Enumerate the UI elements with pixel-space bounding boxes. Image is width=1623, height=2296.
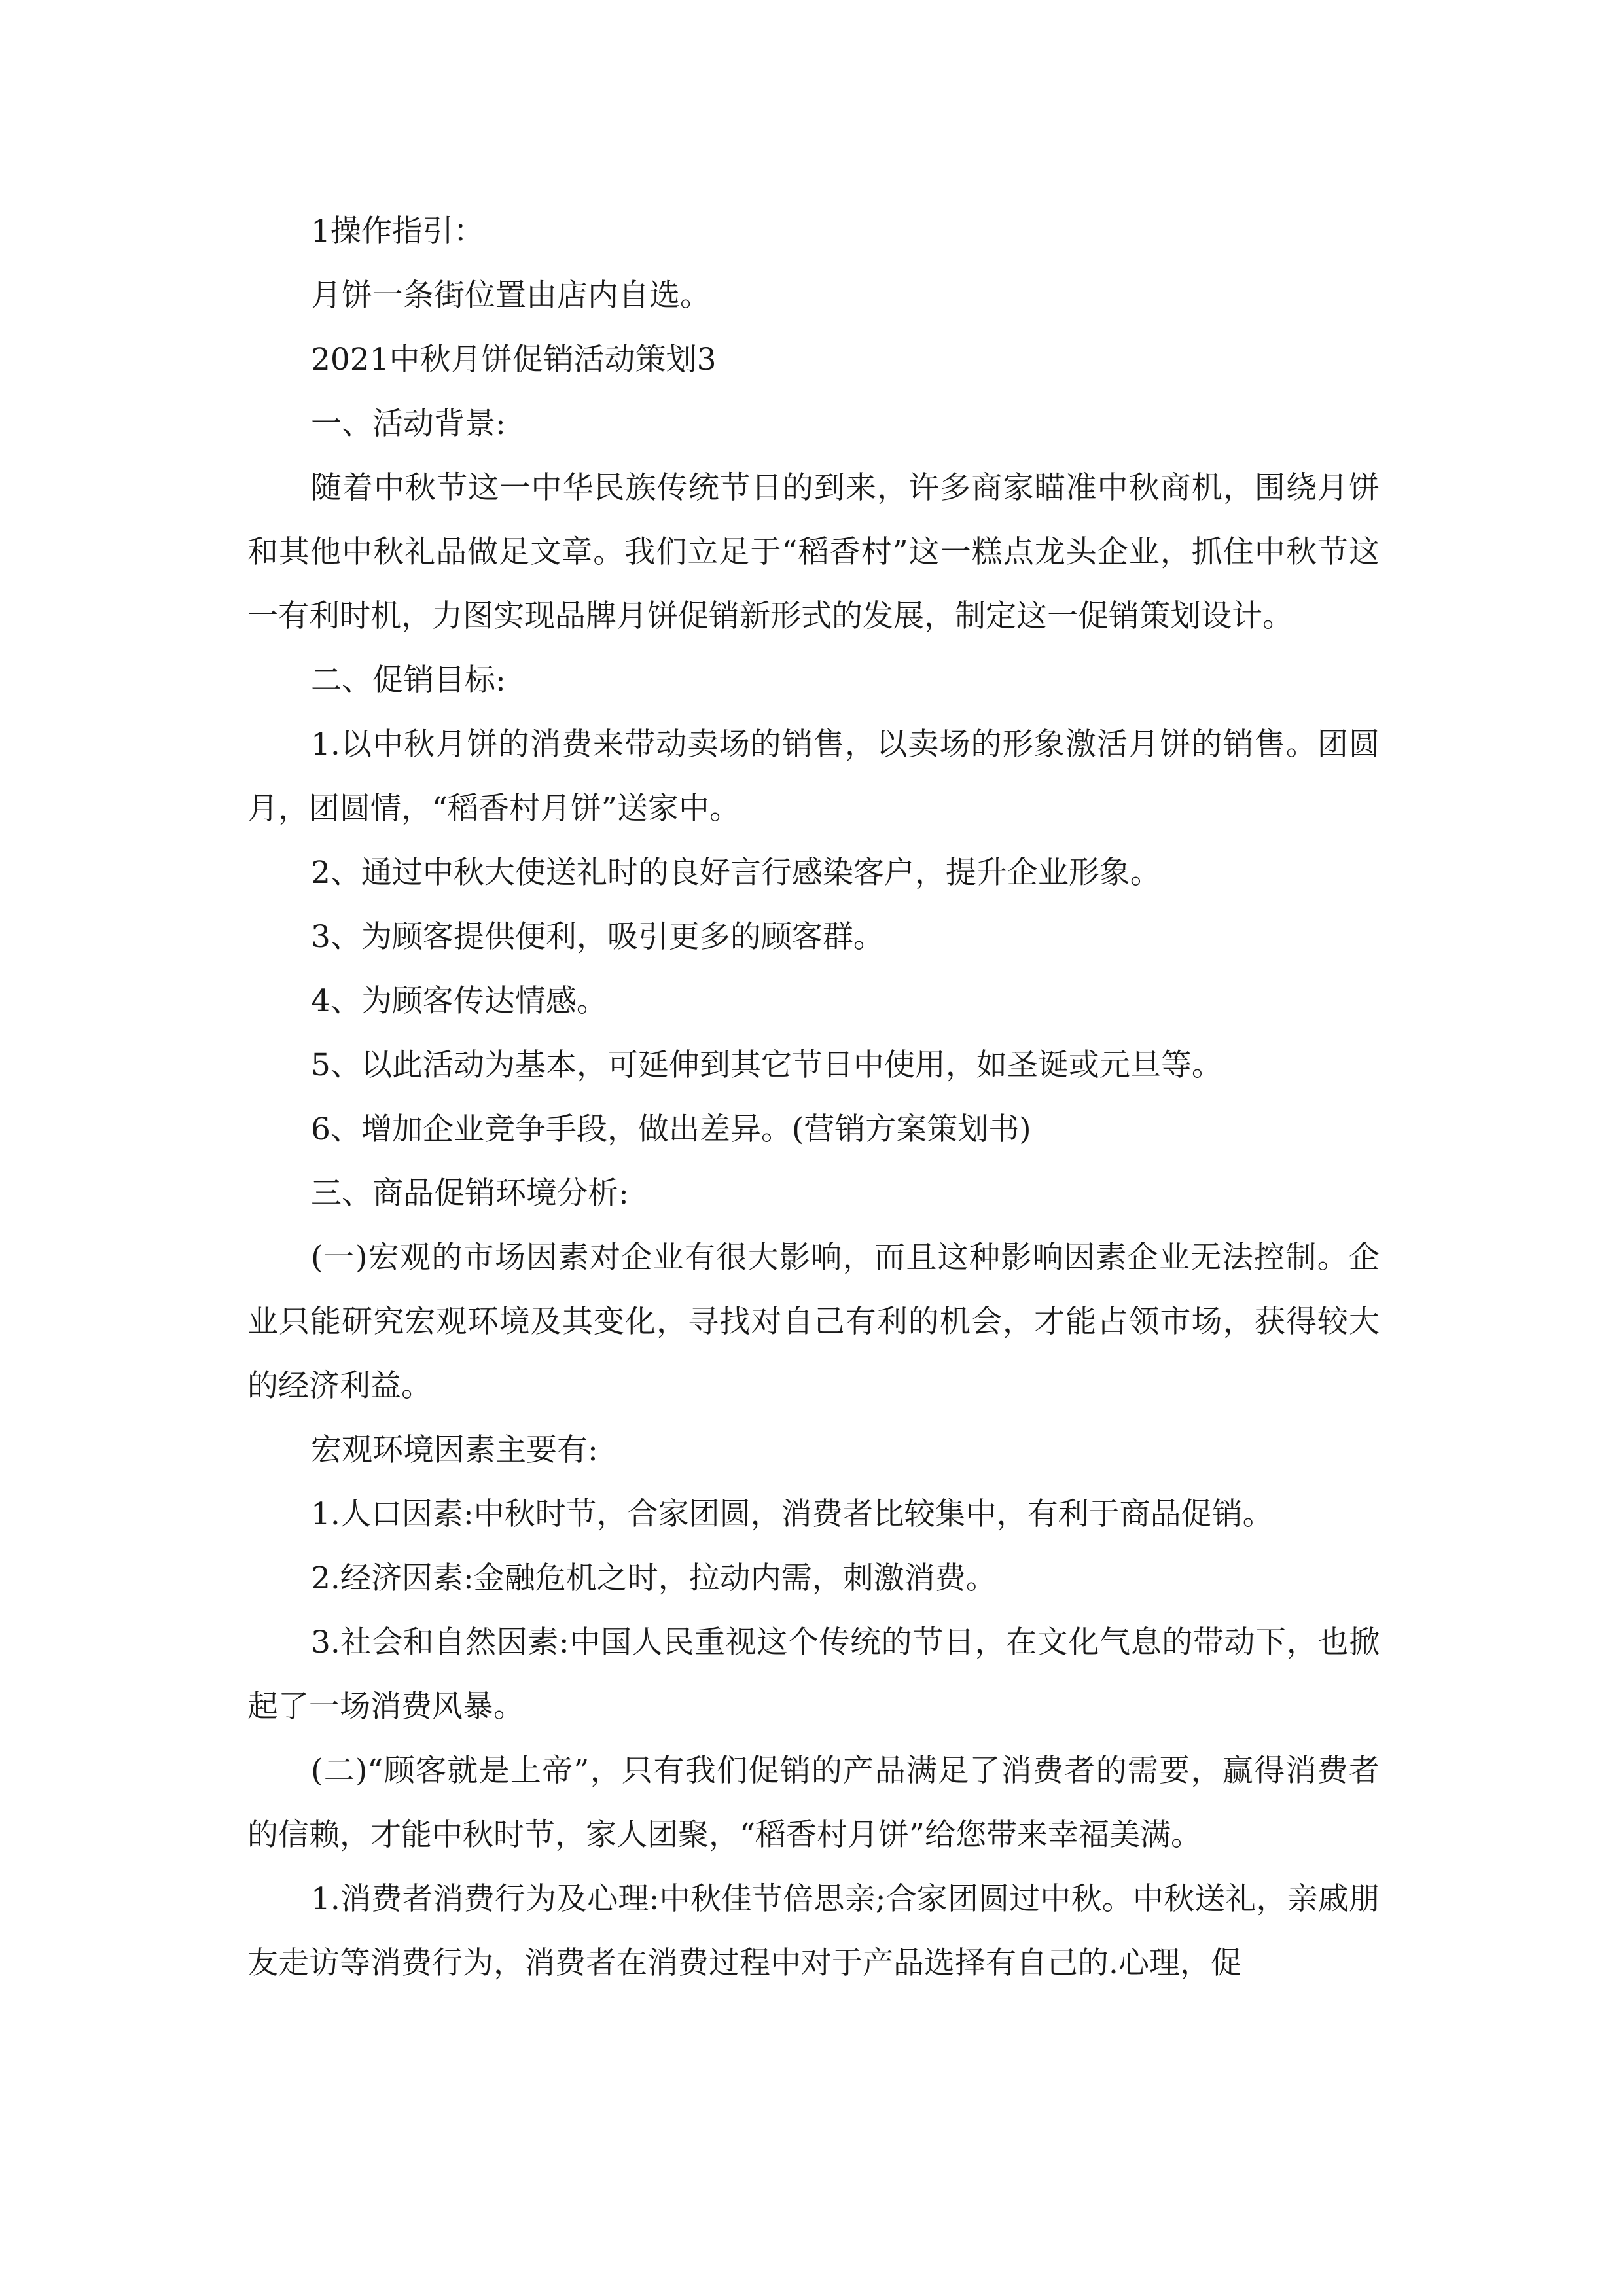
heading-promotion-goals: 二、促销目标: bbox=[311, 662, 506, 698]
paragraph-goal-1: 1.以中秋月饼的消费来带动卖场的销售，以卖场的形象激活月饼的销售。团圆月，团圆情，“稻香村月饼”送家中。 bbox=[247, 726, 1380, 827]
paragraph-consumer-behavior: 1.消费者消费行为及心理:中秋佳节倍思亲;合家团圆过中秋。中秋送礼，亲戚朋友走访等消费行为，消费者在消费过程中对于产品选择有自己的.心理，促 bbox=[247, 1881, 1380, 1981]
paragraph-goal-2: 2、通过中秋大使送礼时的良好言行感染客户，提升企业形象。 bbox=[311, 855, 1161, 891]
paragraph-goal-5: 5、以此活动为基本，可延伸到其它节日中使用，如圣诞或元旦等。 bbox=[311, 1047, 1222, 1083]
paragraph-customer-is-god: (二)“顾客就是上帝”，只有我们促销的产品满足了消费者的需要，赢得消费者的信赖，才能中秋时节，家人团聚，“稻香村月饼”给您带来幸福美满。 bbox=[247, 1753, 1380, 1853]
paragraph-macro-factors: (一)宏观的市场因素对企业有很大影响，而且这种影响因素企业无法控制。企业只能研究宏观环境及其变化，寻找对自己有利的机会，才能占领市场，获得较大的经济利益。 bbox=[247, 1240, 1380, 1404]
paragraph-goal-4: 4、为顾客传达情感。 bbox=[311, 983, 607, 1019]
paragraph-economic-factor: 2.经济因素:金融危机之时，拉动内需，刺激消费。 bbox=[311, 1560, 997, 1596]
document-body bbox=[247, 200, 1380, 1996]
paragraph-mooncake-street: 月饼一条街位置由店内自选。 bbox=[311, 278, 711, 314]
paragraph-population-factor: 1.人口因素:中秋时节，合家团圆，消费者比较集中，有利于商品促销。 bbox=[311, 1496, 1274, 1532]
paragraph-background-text: 随着中秋节这一中华民族传统节日的到来，许多商家瞄准中秋商机，围绕月饼和其他中秋礼品做足文章。我们立足于“稻香村”这一糕点龙头企业，抓住中秋节这一有利时机，力图实现品牌月饼促销新形式的发展，制定这一促销策划设计。 bbox=[247, 470, 1380, 634]
paragraph-macro-factors-intro: 宏观环境因素主要有: bbox=[311, 1432, 598, 1468]
paragraph-operation-guide: 1操作指引： bbox=[311, 213, 484, 249]
heading-environment-analysis: 三、商品促销环境分析: bbox=[311, 1175, 629, 1211]
paragraph-goal-3: 3、为顾客提供便利，吸引更多的顾客群。 bbox=[311, 919, 884, 955]
heading-activity-background: 一、活动背景: bbox=[311, 406, 506, 442]
paragraph-goal-6: 6、增加企业竞争手段，做出差异。(营销方案策划书) bbox=[311, 1111, 1031, 1147]
paragraph-plan-title: 2021中秋月饼促销活动策划3 bbox=[311, 342, 717, 378]
paragraph-social-factor: 3.社会和自然因素:中国人民重视这个传统的节日，在文化气息的带动下，也掀起了一场消费风暴。 bbox=[247, 1624, 1380, 1725]
